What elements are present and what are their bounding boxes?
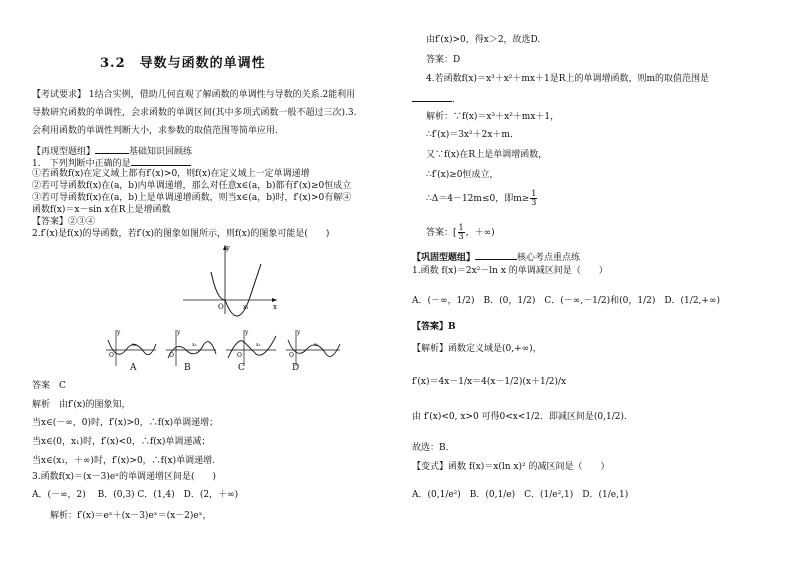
solution-4-line: ∴f′(x)＝3x²＋2x＋m. <box>426 130 513 140</box>
option-graph-a <box>106 329 156 366</box>
answer-suffix: ，＋∞) <box>465 228 495 238</box>
fraction-one-third: $\frac{1}{3}$ <box>458 223 464 241</box>
left-column <box>32 0 392 561</box>
section-tag: 【再现型题组】 <box>32 147 96 157</box>
svg-text:y: y <box>245 329 249 336</box>
solution-2-line: 当x∈(－∞，0)时，f′(x)>0，∴f(x)单调递增； <box>32 418 219 428</box>
svg-text:y: y <box>177 329 181 336</box>
svg-text:x: x <box>273 303 277 311</box>
solution-4-line <box>426 190 538 207</box>
page-title: 3.2 导数与函数的单调性 <box>100 56 266 71</box>
variant-options: A．(0,1/e²) B．(0,1/e) C．(1/e²,1) D．(1/e,1) <box>412 490 629 500</box>
statement-4: 函数f(x)＝x－sin x在R上是增函数 <box>32 205 171 215</box>
requirement-line: 导数研究函数的单调性，会求函数的单调区间(其中多项式函数一般不超过三次).3. <box>32 108 357 118</box>
requirement-line: 会利用函数的单调性判断大小，求参数的取值范围等简单应用. <box>32 126 278 136</box>
question-4: 4.若函数f(x)＝x³＋x²＋mx＋1是R上的单调增函数，则m的取值范围是 <box>426 74 710 84</box>
solution-3-conclusion: 由f′(x)>0，得x＞2，故选D. <box>426 35 541 45</box>
answer-blank <box>412 93 452 102</box>
svg-text:x₁: x₁ <box>192 342 197 348</box>
blank-line <box>95 145 129 154</box>
solution-2-line: 当x∈(0，x₁)时，f′(x)<0，∴f(x)单调递减； <box>32 437 211 447</box>
option-graph-b <box>166 329 216 366</box>
question-5-options: A．(－∞，1/2) B．(0，1/2) C．(－∞,－1/2)和(0，1/2) D．(1/2,+∞) <box>412 296 720 306</box>
solution-4-line: 又∵f(x)在R上是单调增函数， <box>426 150 548 160</box>
svg-text:y: y <box>117 329 121 336</box>
solution-5-derivative: f′(x)＝4x－1/x＝4(x－1/2)(x＋1/2)/x <box>412 377 567 387</box>
answer-1: 【答案】②③④ <box>32 217 96 227</box>
section-subtitle: 核心考点重点练 <box>517 253 581 263</box>
statement-1: ①若函数f(x)在定义域上都有f′(x)>0，则f(x)在定义域上一定单调递增 <box>32 169 310 179</box>
svg-text:O: O <box>289 352 294 359</box>
requirement-line: 【考试要求】 1结合实例，借助几何直观了解函数的单调性与导数的关系.2能利用 <box>32 90 356 100</box>
solution-5-conclusion: 由 f′(x)<0, x>0 可得0<x<1/2．即减区间是(0,1/2)． <box>412 412 633 422</box>
answer-prefix: 答案：[ <box>426 228 457 238</box>
blank-line <box>475 251 517 260</box>
svg-text:O: O <box>109 352 114 359</box>
answer-5: 【答案】B <box>412 322 456 332</box>
svg-text:O: O <box>218 303 224 311</box>
svg-text:O: O <box>237 352 242 359</box>
option-label-b: B <box>184 363 191 373</box>
option-graphs <box>104 326 344 370</box>
solution-4-line: ∴f′(x)≥0恒成立， <box>426 170 499 180</box>
option-graph-d <box>286 329 340 366</box>
svg-text:x₁: x₁ <box>256 342 261 348</box>
svg-text:x₁: x₁ <box>243 304 249 311</box>
section-subtitle: 基础知识回顾练 <box>129 147 193 157</box>
question-4-blank: . <box>412 93 455 106</box>
option-graph-c <box>226 329 276 366</box>
solution-5-end: 故选：B． <box>412 443 455 453</box>
answer-3: 答案：D <box>426 55 461 65</box>
solution-3: 解析：f′(x)＝eˣ＋(x－3)eˣ＝(x－2)eˣ， <box>50 511 212 521</box>
solution-5-intro: 【解析】函数定义域是(0,+∞)， <box>412 344 542 354</box>
solution-2-line: 当x∈(x₁，＋∞)时，f′(x)>0，∴f(x)单调递增. <box>32 456 215 466</box>
answer-blank <box>131 157 191 166</box>
solution-4-line: 解析：∵f(x)＝x³＋x²＋mx＋1， <box>426 112 560 122</box>
derivative-graph <box>177 242 282 317</box>
answer-2: 答案 C <box>32 381 66 391</box>
option-label-c: C <box>238 363 245 373</box>
right-column <box>412 0 772 561</box>
question-2: 2.f′(x)是f(x)的导函数，若f′(x)的图象如图所示，则f(x)的图象可能是( ) <box>32 229 330 239</box>
fraction-one-third: $\frac{1}{3}$ <box>531 189 537 207</box>
answer-4 <box>426 224 495 241</box>
variant-question: 【变式】函数 f(x)＝x(ln x)² 的减区间是（ ） <box>412 462 610 472</box>
section-tag: 【巩固型题组】 <box>412 253 476 263</box>
question-3: 3.函数f(x)＝(x－3)eˣ的单调递增区间是( ) <box>32 472 217 482</box>
option-label-a: A <box>130 363 137 373</box>
statement-3: ③若可导函数f(x)在(a，b)上是单调递增函数，则当x∈(a，b)时，f′(x)>0有解④ <box>32 193 352 203</box>
svg-text:x₁: x₁ <box>132 342 137 348</box>
question-5: 1.函数 f(x)＝2x²－ln x 的单调减区间是（ ） <box>412 266 608 276</box>
section-heading-consolidate <box>412 251 580 264</box>
question-3-options: A．(－∞，2) B．(0,3) C．(1,4) D．(2，＋∞) <box>32 490 239 500</box>
svg-text:y: y <box>297 329 301 336</box>
svg-text:O: O <box>169 352 174 359</box>
statement-2: ②若可导函数f(x)在(a，b)内单调递增，那么对任意x∈(a，b)都有f′(x)≥0恒成立 <box>32 181 352 191</box>
solution-2-intro: 解析 由f′(x)的图象知， <box>32 400 131 410</box>
option-label-d: D <box>292 363 300 373</box>
svg-text:y: y <box>226 244 230 252</box>
inequality-text: ∴Δ＝4－12m≤0，即m≥ <box>426 194 530 204</box>
svg-text:x₁: x₁ <box>314 342 319 348</box>
question-text: 1. 下列判断中正确的是 <box>32 159 131 169</box>
